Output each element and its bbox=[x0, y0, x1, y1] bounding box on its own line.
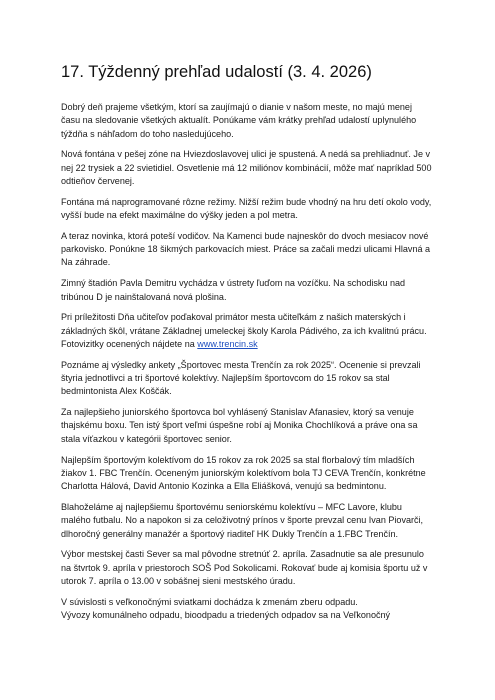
paragraph-intro: Dobrý deň prajeme všetkým, ktorí sa zaujímajú o dianie v našom meste, no majú menej času na sledovanie všetkých aktualít. Ponúkame vám krátky prehľad udalostí uplynulého týždňa s náhľadom do toho nasledujúceho. bbox=[61, 102, 417, 139]
paragraph-fountain: Nová fontána v pešej zóne na Hviezdoslavovej ulici je spustená. A nedá sa prehliadnuť. Je v nej 22 trysiek a 22 svietidiel. Osvetlenie má 12 miliónov kombinácií, môže mať napríklad 500 odtieňov červenej. bbox=[61, 149, 432, 186]
paragraph-parking: A teraz novinka, ktorá poteší vodičov. Na Kamenci bude najneskôr do dvoch mesiacov nové parkovisko. Ponúkne 18 šikmých parkovacích miest. Práce sa začali medzi ulicami Hlavná a Na záhrade. bbox=[61, 230, 431, 268]
paragraph-senior-team: Blahoželáme aj najlepšiemu športovému seniorskému kolektívu – MFC Lavore, klubu malého futbalu. No a napokon si za celoživotný prínos v športe prevzal cenu Ivan Piovarči, dlhoročný generálny manažér a športový riaditeľ HK Dukly Trenčín a 1.FBC Trenčín. bbox=[61, 501, 424, 539]
paragraph-sport-survey: Poznáme aj výsledky ankety „Športovec mesta Trenčín za rok 2025“. Ocenenie si prevzali štyria jednotlivci a tri športové kolektívy. Najlepším športovcom do 15 rokov sa stal bedmintonista Alex Koščák. bbox=[61, 359, 421, 397]
waste-line-2: Vývozy komunálneho odpadu, bioodpadu a triedených odpadov sa na Veľkonočný bbox=[61, 610, 391, 620]
paragraph-junior-athlete: Za najlepšieho juniorského športovca bol vyhlásený Stanislav Afanasiev, ktorý sa venuje thajskému boxu. Ten istý šport veľmi úspešne robí aj Monika Chochlíková a práve ona sa stala víťazkou v kategórii športovec senior. bbox=[61, 407, 418, 444]
trencin-website-link[interactable]: www.trencin.sk bbox=[197, 338, 258, 349]
paragraph-teachers-text: Pri príležitosti Dňa učiteľov poďakoval primátor mesta učiteľkám z našich materských i základných škôl, vrátane Základnej umeleckej školy Karola Pádivého, za ich kvalitnú prácu. Fotovizitky ocenených nájdete na bbox=[61, 312, 427, 349]
article-body bbox=[61, 101, 433, 630]
paragraph-committee: Výbor mestskej časti Sever sa mal pôvodne stretnúť 2. apríla. Zasadnutie sa ale presunulo na štvrtok 9. apríla v priestoroch SOŠ Pod Sokolicami. Rokovať bude aj komisia športu už v utorok 7. apríla o 13.00 v sobášnej sieni mestského úradu. bbox=[61, 549, 428, 586]
paragraph-stadium: Zimný štadión Pavla Demitru vychádza v ústrety ľuďom na vozíčku. Na schodisku nad tribúnou D je nainštalovaná nová plošina. bbox=[61, 278, 406, 302]
paragraph-team-awards: Najlepším športovým kolektívom do 15 rokov za rok 2025 sa stal florbalový tím mladších žiakov 1. FBC Trenčín. Oceneným juniorským kolektívom bola TJ CEVA Trenčín, konkrétne Charlotta Hálová, David Antonio Kozinka a Ella Eliášková, venujú sa bedmintonu. bbox=[61, 454, 426, 492]
paragraph-waste bbox=[61, 596, 433, 623]
page-title: 17. Týždenný prehľad udalostí (3. 4. 2026) bbox=[61, 63, 372, 81]
paragraph-teachers bbox=[61, 311, 433, 351]
waste-line-1: V súvislosti s veľkonočnými sviatkami dochádza k zmenám zberu odpadu. bbox=[61, 596, 358, 607]
paragraph-fountain-modes: Fontána má naprogramované rôzne režimy. Nižší režim bude vhodný na hru detí okolo vody, vyšší bude na efekt maximálne do výšky jeden a pol metra. bbox=[61, 196, 432, 221]
